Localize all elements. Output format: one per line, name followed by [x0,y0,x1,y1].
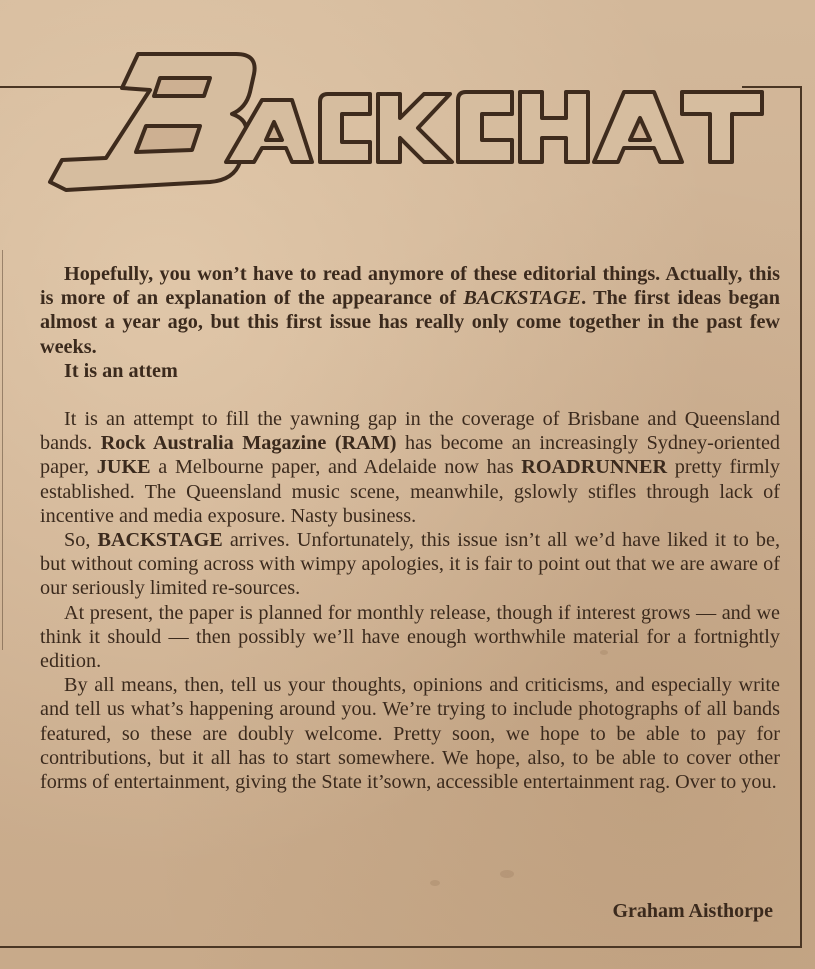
paragraph-intro [40,262,780,359]
frame-left-mark [2,250,3,650]
ram-name: Rock Australia Magazine (RAM) [100,432,397,455]
juke-name: JUKE [96,456,151,479]
backstage-title: BACKSTAGE [463,287,582,310]
paper-stain [430,880,440,886]
arrives-text-2: arrives. Unfortunately, this issue isn’t all we’d have liked it to be, but without coming across with wimpy apologies, it is fair to point out that we are aware of our seriously limited re-sources. [40,529,781,600]
backstage-name: BACKSTAGE [97,529,223,552]
frame-bottom-rule [0,946,802,948]
author-signature: Graham Aisthorpe [612,900,773,922]
roadrunner-name: ROADRUNNER [521,456,668,479]
attempt-text-4: pretty firmly established. The Queensland music scene, meanwhile, gslowly stifles through lack of incentive and media exposure. Nasty business. [40,456,780,527]
attempt-text: It is an attempt to fill the yawning gap in the coverage of Brisbane and Queensland bands. [40,408,780,455]
editorial-article [40,262,780,794]
intro-text: Hopefully, you won’t have to read anymore of these editorial things. Actually, this is more of an explanation of the appearance of [40,263,780,310]
paragraph-feedback: By all means, then, tell us your thoughts, opinions and criticisms, and especially write and tell us what’s happening around you. We’re trying to include photographs of all bands featured, so these are doubly welcome. Pretty soon, we hope to be able to pay for contributions, but it all has to start somewhere. We hope, also, to be able to cover other forms of entertainment, giving the State it’sown, accessible entertainment rag. Over to you. [40,674,780,794]
paper-stain [500,870,514,878]
attempt-text-3: a Melbourne paper, and Adelaide now has [150,456,522,479]
paragraph-arrives [40,528,780,601]
paragraph-fragment: It is an attem [64,359,178,382]
frame-right-rule [800,86,802,948]
arrives-text: So, [64,529,98,552]
backchat-logo [10,30,790,200]
paragraph-release: At present, the paper is planned for monthly release, though if interest grows — and we think it should — then possibly we’ll have enough worthwhile material for a fortnightly edition. [40,601,780,673]
paragraph-attempt [40,407,780,528]
intro-text-end: . The first ideas began almost a year ago, but this first issue has really only come together in the past few weeks. [40,287,781,358]
attempt-text-2: has become an increasingly Sydney-oriented paper, [40,432,781,479]
